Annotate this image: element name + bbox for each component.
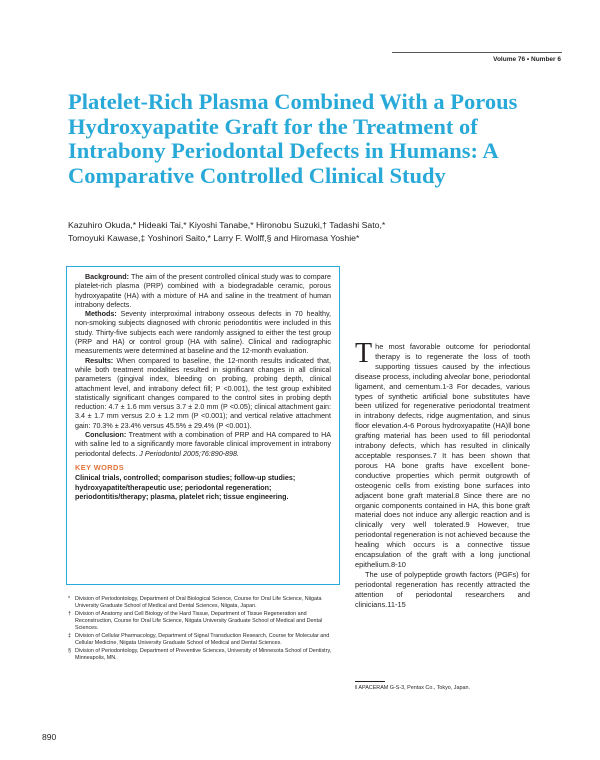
footnote-mark: ‡	[68, 632, 71, 639]
body-paragraph-2: The use of polypeptide growth factors (PGFs) for periodontal regeneration has recently attracted the attention of periodontal researchers and clinicians.11-15	[355, 569, 530, 609]
keywords-heading: KEY WORDS	[75, 462, 125, 472]
abstract-background	[75, 273, 331, 310]
footnote-1	[68, 596, 338, 610]
background-text: The aim of the present controlled clinical study was to compare platelet-rich plasma (PRP) combined with a biodegradable ceramic, porous hydroxyapatite (HA) with a mixture of HA and saline in the treatment of human intrabony defects.	[75, 273, 331, 309]
product-footnote: ‖ APACERAM G-S-3, Pentax Co., Tokyo, Japan.	[355, 685, 470, 691]
footnote-mark: *	[68, 596, 71, 602]
footnote-mark: †	[68, 611, 71, 618]
authors-line-1: Kazuhiro Okuda,* Hideaki Tai,* Kiyoshi Tanabe,* Hironobu Suzuki,† Tadashi Sato,*	[68, 220, 386, 230]
conclusion-text: Treatment with a combination of PRP and HA compared to HA with saline led to a significantly more favorable clinical improvement in intrabony periodontal defects.	[75, 431, 331, 458]
footnote-2	[68, 611, 338, 631]
body-paragraph-1	[355, 338, 530, 570]
body-paragraph-1-text: he most favorable outcome for periodontal therapy is to regenerate the loss of tooth supporting tissues caused by the infectious disease process, including alveolar bone, periodontal ligament, and cementum.1-3 For decades, various types of synthetic artificial bone substitutes have been utilized for regenerative periodontal treatment in intrabony defects, ridge augmentation, and sinus floor elevation.4-6 Porous hydroxyapatite (HA)‖ bone grafting material has been used to fill periodontal intrabony defects, which has resulted in clinically acceptable responses.7 It has been shown that porous HA bone grafts have excellent bone-conductive properties which permit outgrowth of osteogenic cells from existing bone surfaces into adjacent bone graft material.8 Since there are no organic components contained in HA, this bone graft material does not induce any allergic reaction and is clinically very well tolerated.9 However, true periodontal regeneration is not achieved because the healing which occurs is a connective tissue encapsulation of the graft with a long junctional epithelium.8-10	[355, 342, 530, 569]
results-text: When compared to baseline, the 12-month results indicated that, while both treatment modalities resulted in significant changes in all clinical parameters (gingival index, bleeding on probing, probing depth, clinical attachment level, and intrabony defect fill; P <0.001), the test group exhibited statistically significant changes compared to the control sites in probing depth reduction: 4.7 ± 1.6 mm versus 3.7 ± 2.0 mm (P <0.05); clinical attachment gain: 3.4 ± 1.7 mm versus 2.0 ± 1.2 mm (P <0.001); and vertical relative attachment gain: 70.3% ± 23.4% versus 45.5% ± 29.4% (P <0.001).	[75, 356, 331, 430]
drop-cap: T	[355, 338, 373, 369]
keywords-text: Clinical trials, controlled; comparison studies; follow-up studies; hydroxyapatite/therapeutic use; periodontal regeneration; periodontitis/therapy; plasma, platelet rich; tissue engineering.	[75, 474, 296, 501]
citation: J Periodontol 2005;76:890-898.	[137, 449, 239, 458]
background-label: Background:	[85, 273, 130, 281]
body-column	[355, 338, 530, 609]
methods-label: Methods:	[85, 310, 117, 319]
volume-rule	[392, 52, 562, 53]
footnote-text: Division of Periodontology, Department of Oral Biological Science, Course for Oral Life Science, Niigata University Graduate School of Medical and Dental Sciences, Niigata, Japan.	[75, 596, 322, 609]
page-number: 890	[42, 732, 57, 742]
footnote-text: Division of Anatomy and Cell Biology of the Hard Tissue, Department of Tissue Regeneration and Reconstruction, Course for Oral Life Science, Niigata University Graduate School of Medical and Dental Sciences.	[75, 611, 323, 631]
footnote-mark: §	[68, 648, 71, 655]
abstract-methods	[75, 310, 331, 356]
footnote-rule	[355, 681, 385, 682]
footnote-4	[68, 648, 338, 662]
abstract-box	[66, 266, 340, 585]
methods-text: Seventy interproximal intrabony osseous defects in 70 healthy, non-smoking subjects diagnosed with chronic periodontitis were included in this study. Thirty-five subjects each were randomly assigned to either the test group (PRP and HA) or control group (HA with saline). Clinical and radiographic measurements were determined at baseline and the 12-month evaluation.	[75, 310, 331, 356]
footnote-text: Division of Periodontology, Department of Preventive Sciences, University of Minnesota School of Dentistry, Minneapolis, MN.	[75, 648, 332, 661]
footnote-text: Division of Cellular Pharmacology, Department of Signal Transduction Research, Course for Molecular and Cellular Medicine, Niigata University Graduate School of Medical and Dental Sciences.	[75, 632, 330, 646]
results-label: Results:	[85, 356, 114, 365]
author-list	[68, 219, 548, 244]
authors-line-2: Tomoyuki Kawase,‡ Yoshinori Saito,* Larry F. Wolff,§ and Hiromasa Yoshie*	[68, 232, 360, 243]
footnote-3	[68, 633, 338, 647]
article-title: Platelet-Rich Plasma Combined With a Porous Hydroxyapatite Graft for the Treatment of Intrabony Periodontal Defects in Humans: A Comparative Controlled Clinical Study	[68, 89, 518, 188]
volume-label: Volume 76 • Number 6	[493, 56, 561, 63]
affiliation-footnotes	[68, 596, 338, 663]
abstract-results	[75, 357, 331, 431]
abstract-conclusion	[75, 431, 331, 459]
conclusion-label: Conclusion:	[85, 431, 127, 440]
